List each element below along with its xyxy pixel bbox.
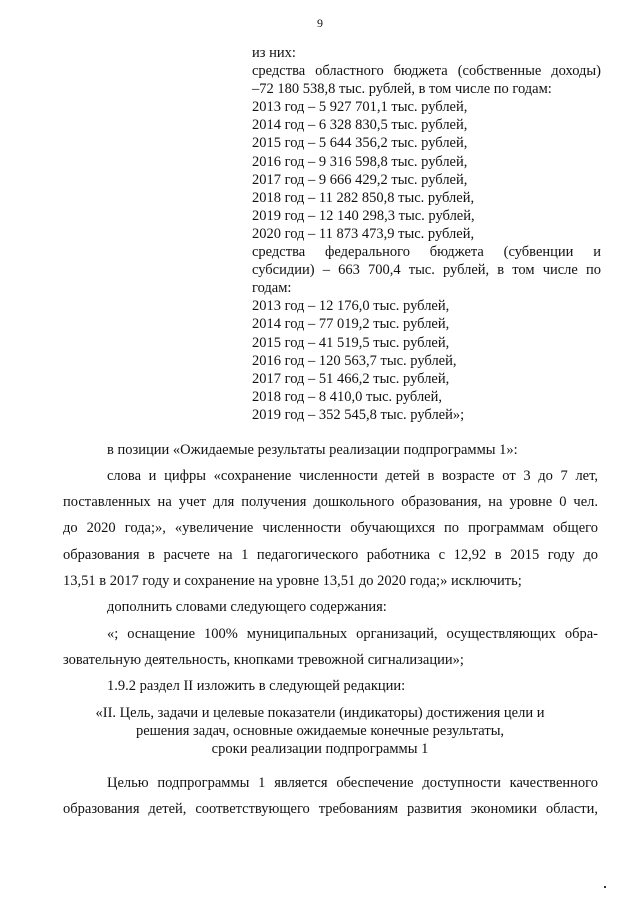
words-paragraph-line: образования в расчете на 1 педагогического работника с 12,92 в 2015 году до [63,547,598,563]
section-heading-line: сроки реализации подпрограммы 1 [211,741,429,757]
budget-line: 2014 год – 6 328 830,5 тыс. рублей, [252,117,468,134]
supplement-paragraph: дополнить словами следующего содержания: [107,599,387,615]
words-paragraph-line: слова и цифры «сохранение численности детей в возрасте от 3 до 7 лет, [107,468,598,484]
section-heading-line: решения задач, основные ожидаемые конечные результаты, [135,723,505,739]
position-paragraph: в позиции «Ожидаемые результаты реализации подпрограммы 1»: [107,442,518,458]
budget-line: 2013 год – 12 176,0 тыс. рублей, [252,298,450,315]
words-paragraph-line: 13,51 в 2017 году и сохранение на уровне 13,51 до 2020 года;» исключить; [63,573,522,589]
budget-line: 2018 год – 11 282 850,8 тыс. рублей, [252,189,475,206]
budget-line: из них: [252,45,296,61]
budget-line: 2017 год – 9 666 429,2 тыс. рублей, [252,171,468,188]
budget-line: средства федерального бюджета (субвенции и [252,244,601,261]
scan-mark [604,886,606,888]
budget-line: субсидии) – 663 700,4 тыс. рублей, в том числе по [252,262,601,279]
budget-line: 2013 год – 5 927 701,1 тыс. рублей, [252,99,468,116]
budget-line: 2016 год – 9 316 598,8 тыс. рублей, [252,153,468,170]
budget-line: 2019 год – 352 545,8 тыс. рублей»; [252,406,465,423]
section-heading-line: «II. Цель, задачи и целевые показатели (индикаторы) достижения цели и [95,705,545,721]
page-number: 9 [317,16,323,30]
budget-line: 2017 год – 51 466,2 тыс. рублей, [252,370,450,387]
budget-line: 2016 год – 120 563,7 тыс. рублей, [252,352,457,369]
words-paragraph-line: до 2020 года;», «увеличение численности обучающихся по программам общего [63,520,598,536]
budget-block [252,44,601,424]
budget-line: 2014 год – 77 019,2 тыс. рублей, [252,316,450,333]
budget-line: средства областного бюджета (собственные доходы) [252,63,601,80]
section-paragraph: 1.9.2 раздел II изложить в следующей редакции: [107,678,406,694]
goal-paragraph-line: Целью подпрограммы 1 является обеспечение доступности качественного [107,775,598,791]
goal-paragraph-line: образования детей, соответствующего требованиям развития экономики области, [63,801,598,817]
budget-line: 2015 год – 5 644 356,2 тыс. рублей, [252,135,468,152]
words-paragraph-line: поставленных на учет для получения дошкольного образования, на уровне 0 чел. [63,494,598,510]
budget-line: –72 180 538,8 тыс. рублей, в том числе по годам: [252,81,552,98]
budget-line: годам: [252,280,292,297]
budget-line: 2020 год – 11 873 473,9 тыс. рублей, [252,225,475,242]
equipment-paragraph-line: «; оснащение 100% муниципальных организаций, осуществляющих обра- [107,626,598,642]
budget-line: 2018 год – 8 410,0 тыс. рублей, [252,388,443,405]
equipment-paragraph-line: зовательную деятельность, кнопками тревожной сигнализации»; [63,652,464,668]
budget-line: 2015 год – 41 519,5 тыс. рублей, [252,334,450,351]
budget-line: 2019 год – 12 140 298,3 тыс. рублей, [252,207,475,224]
